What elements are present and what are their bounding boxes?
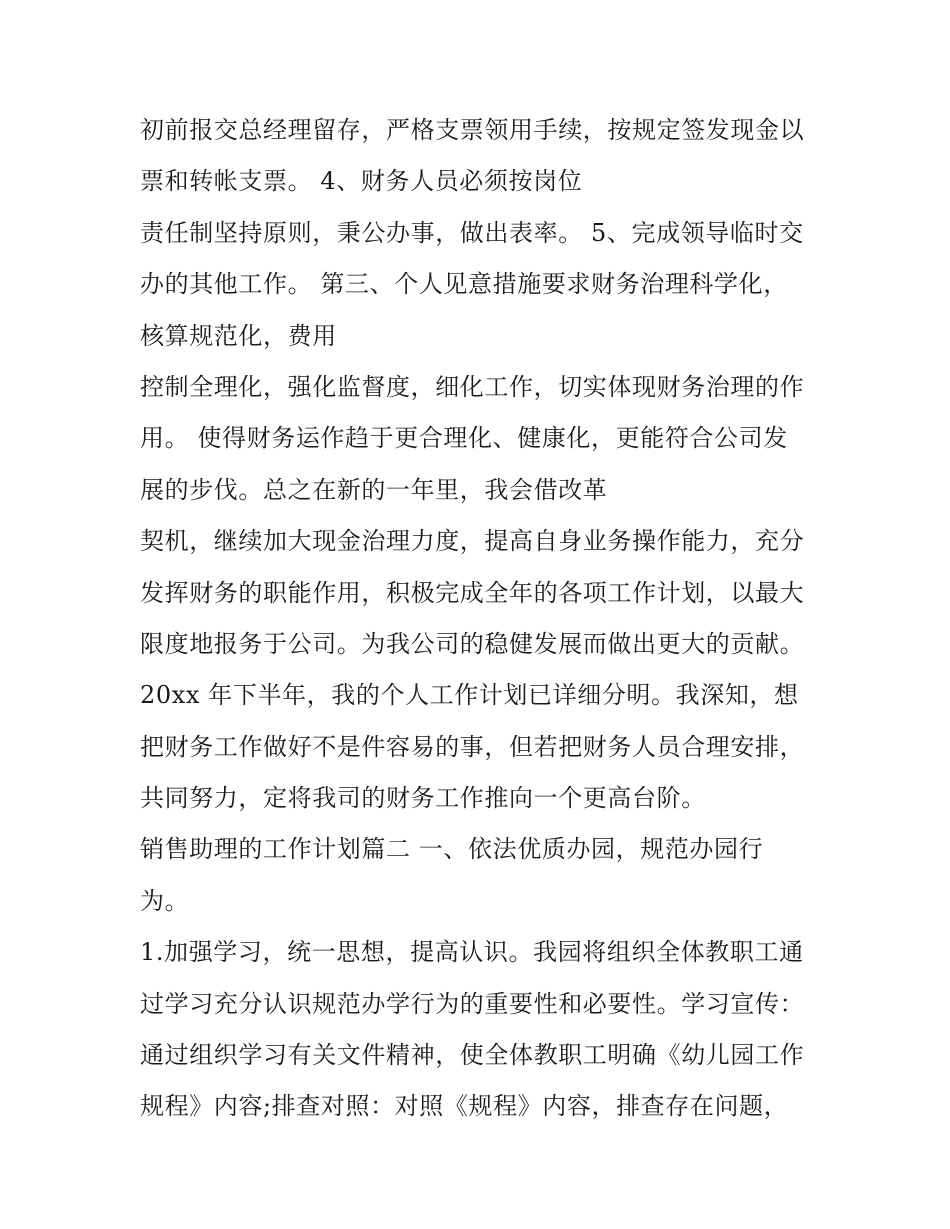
text-line: 责任制坚持原则，秉公办事，做出表率。 5、完成领导临时交 (140, 218, 804, 247)
text-line: 用。 使得财务运作趋于更合理化、健康化，更能符合公司发 (140, 424, 788, 453)
text-line: 办的其他工作。 第三、个人见意措施要求财务治理科学化， (140, 270, 788, 299)
text-line: 销售助理的工作计划篇二 一、依法优质办园，规范办园行 (140, 835, 764, 864)
text-line: 过学习充分认识规范办学行为的重要性和必要性。学习宣传： (140, 989, 805, 1018)
text-line: 把财务工作做好不是件容易的事，但若把财务人员合理安排， (140, 732, 805, 761)
text-line: 通过组织学习有关文件精神，使全体教职工明确《幼儿园工作 (140, 1041, 805, 1070)
text-line: 共同努力，定将我司的财务工作推向一个更高台阶。 (140, 784, 706, 813)
text-line: 展的步伐。总之在新的一年里，我会借改革 (140, 475, 608, 504)
text-line: 为。 (140, 886, 190, 915)
text-line: 限度地报务于公司。为我公司的稳健发展而做出更大的贡献。 (140, 629, 805, 658)
document-body (140, 105, 830, 1133)
text-line: 核算规范化，费用 (140, 321, 337, 350)
text-line: 票和转帐支票。 4、财务人员必须按岗位 (140, 167, 583, 196)
text-line: 发挥财务的职能作用，积极完成全年的各项工作计划，以最大 (140, 578, 805, 607)
text-line: 控制全理化，强化监督度，细化工作，切实体现财务治理的作 (140, 372, 805, 401)
text-line: 初前报交总经理留存，严格支票领用手续，按规定签发现金以 (140, 116, 805, 144)
text-line: 1.加强学习，统一思想，提高认识。我园将组织全体教职工通 (140, 938, 804, 967)
text-line: 契机，继续加大现金治理力度，提高自身业务操作能力，充分 (140, 527, 805, 556)
text-line: 20xx 年下半年，我的个人工作计划已详细分明。我深知，想 (140, 681, 799, 710)
text-line: 规程》内容;排查对照：对照《规程》内容，排查存在问题， (140, 1092, 789, 1121)
